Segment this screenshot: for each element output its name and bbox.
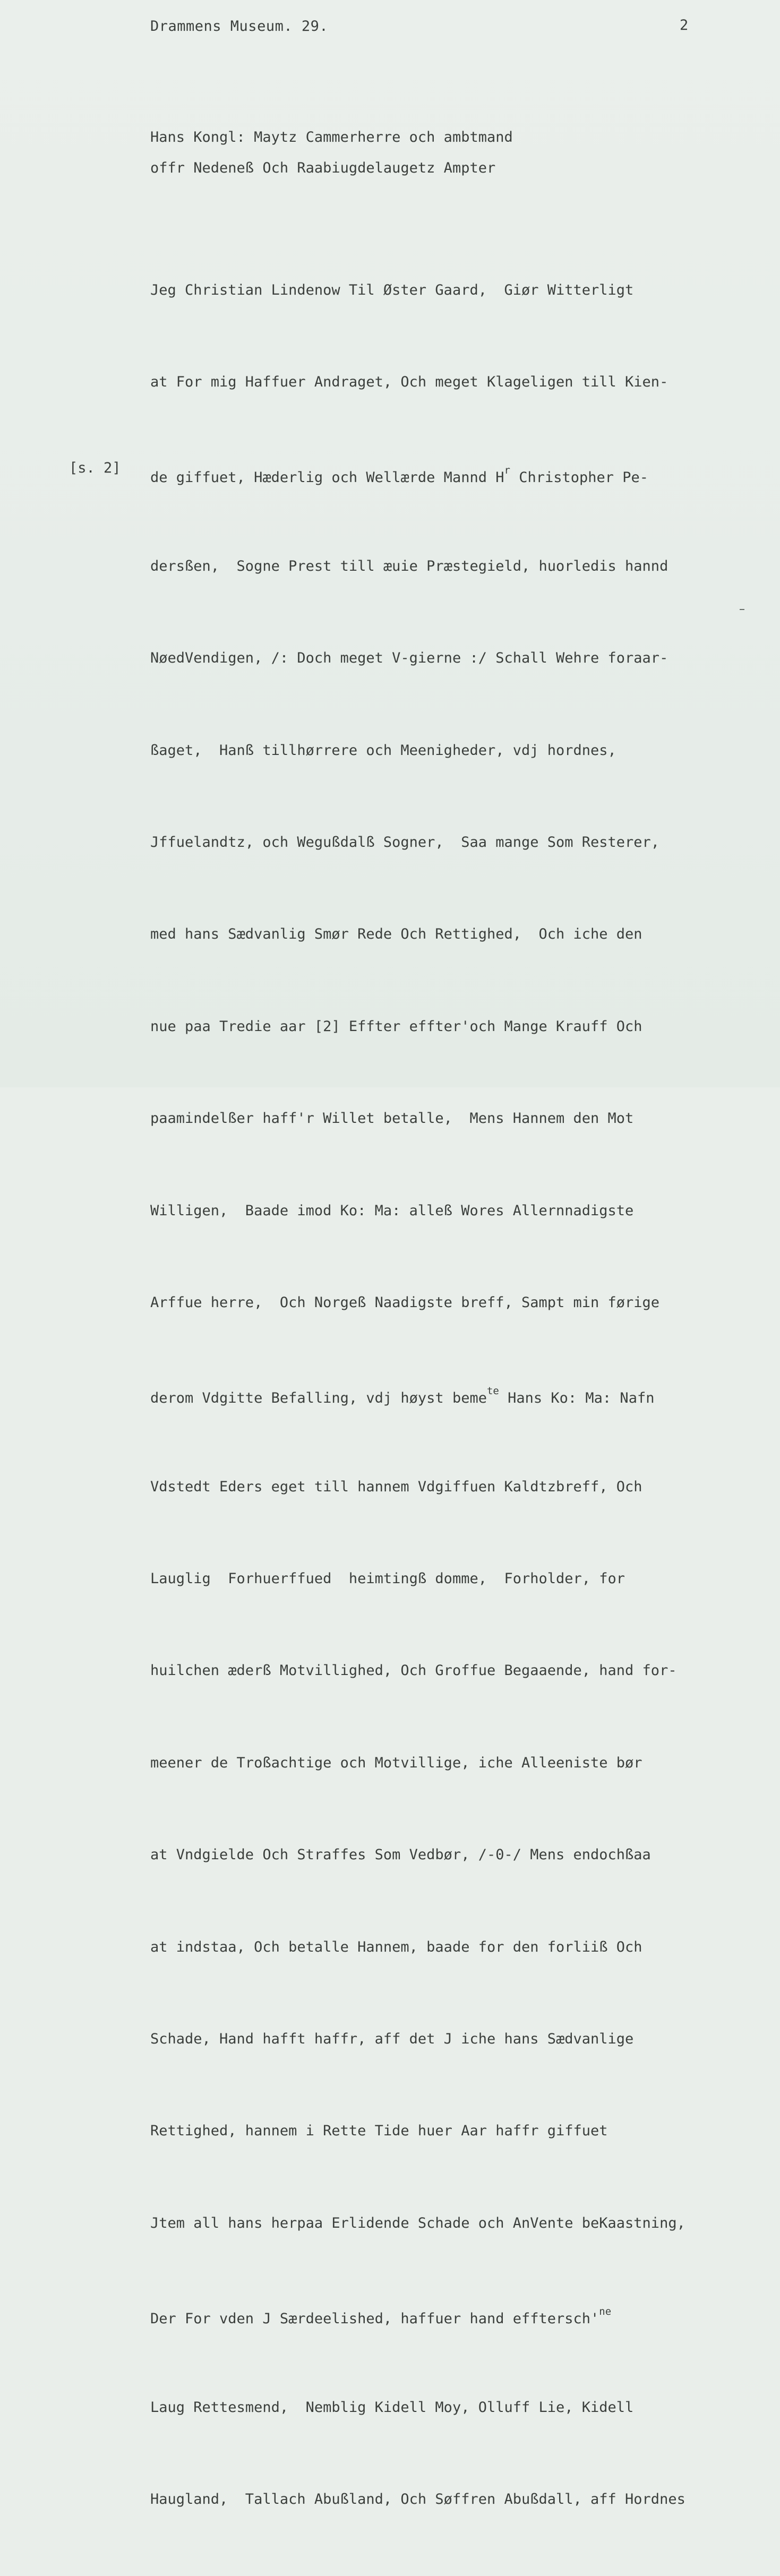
addressee-line-2: offr Nedeneß Och Raabiugdelaugetz Ampter bbox=[150, 160, 496, 176]
body-line-part: Christopher Pe- bbox=[510, 469, 649, 486]
page-number: 2 bbox=[680, 17, 689, 33]
body-line: paamindelßer haff'r Willet betalle, Mens Hannem den Mot bbox=[150, 1110, 634, 1127]
body-line: at indstaa, Och betalle Hannem, baade for den forliiß Och bbox=[150, 1938, 642, 1955]
superscript: ne bbox=[599, 2306, 612, 2318]
body-line: dersßen, Sogne Prest till æuie Præstegield, huorledis hannd bbox=[150, 557, 668, 574]
body-line: Jffuelandtz, och Wegußdalß Sogner, Saa mange Som Resterer, bbox=[150, 834, 660, 851]
body-line: Jtem all hans herpaa Erlidende Schade och AnVente beKaastning, bbox=[150, 2214, 685, 2231]
addressee-block bbox=[150, 122, 513, 184]
body-line: ßaget, Hanß tillhørrere och Meenigheder, vdj hordnes, bbox=[150, 742, 616, 759]
body-line: Willigen, Baade imod Ko: Ma: alleß Wores Allernnadigste bbox=[150, 1202, 634, 1219]
body-line: med hans Sædvanlig Smør Rede Och Rettighed, Och iche den bbox=[150, 926, 642, 943]
body-line: Vdstedt Eders eget till hannem Vdgiffuen Kaldtzbreff, Och bbox=[150, 1478, 642, 1495]
body-line: huilchen æderß Motvillighed, Och Groffue Begaaende, hand for- bbox=[150, 1662, 677, 1679]
body-line: Schade, Hand hafft haffr, aff det J iche hans Sædvanlige bbox=[150, 2031, 634, 2048]
body-line-part: de giffuet, Hæderlig och Wellærde Mannd H bbox=[150, 469, 504, 486]
archive-header: Drammens Museum. 29. bbox=[150, 18, 329, 35]
transcription-body bbox=[150, 213, 685, 2576]
body-line: at For mig Haffuer Andraget, Och meget Klageligen till Kien- bbox=[150, 373, 668, 390]
margin-page-reference: [s. 2] bbox=[69, 460, 121, 476]
body-line: at Vndgielde Och Straffes Som Vedbør, /-0-/ Mens endochßaa bbox=[150, 1847, 651, 1864]
body-line: Laug Rettesmend, Nemblig Kidell Moy, Olluff Lie, Kidell bbox=[150, 2399, 634, 2416]
body-line-part: derom Vdgitte Befalling, vdj høyst beme bbox=[150, 1390, 487, 1407]
body-line: meener de Troßachtige och Motvillige, iche Alleeniste bør bbox=[150, 1754, 642, 1771]
superscript: te bbox=[486, 1385, 499, 1397]
body-line: Arffue herre, Och Norgeß Naadigste breff, Sampt min førige bbox=[150, 1294, 660, 1311]
body-line: Jeg Christian Lindenow Til Øster Gaard, Giør Witterligt bbox=[150, 281, 634, 298]
body-line-part: Hans Ko: Ma: Nafn bbox=[499, 1390, 655, 1407]
stray-mark bbox=[740, 609, 744, 610]
body-line: Rettighed, hannem i Rette Tide huer Aar haffr giffuet bbox=[150, 2123, 608, 2140]
body-line: Haugland, Tallach Abußland, Och Søffren Abußdall, aff Hordnes bbox=[150, 2491, 685, 2508]
body-line: Lauglig Forhuerffued heimtingß domme, Forholder, for bbox=[150, 1570, 625, 1587]
body-line bbox=[150, 459, 685, 490]
body-line: nue paa Tredie aar [2] Effter effter'och Mange Krauff Och bbox=[150, 1018, 642, 1035]
addressee-line-1: Hans Kongl: Maytz Cammerherre och ambtmand bbox=[150, 129, 513, 145]
body-line bbox=[150, 2300, 685, 2331]
body-line-part: Der For vden J Særdeelished, haffuer hand efftersch' bbox=[150, 2311, 599, 2328]
superscript: r bbox=[504, 465, 510, 477]
body-line: NøedVendigen, /: Doch meget V-gierne :/ Schall Wehre foraar- bbox=[150, 650, 668, 667]
body-line bbox=[150, 1379, 685, 1410]
